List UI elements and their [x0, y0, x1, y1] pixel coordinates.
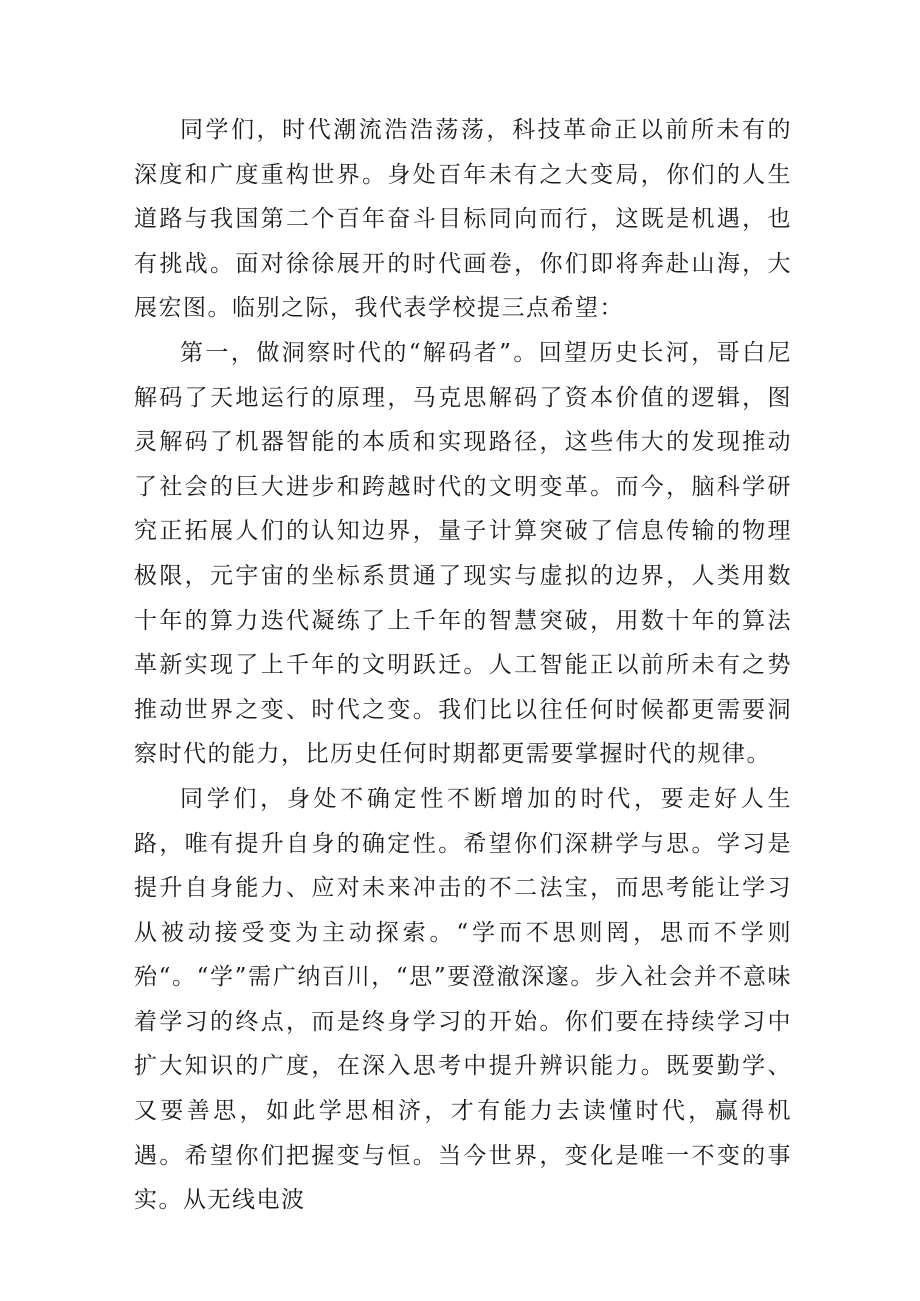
document-page: [134, 108, 792, 1223]
paragraph-decoder: 第一，做洞察时代的“解码者”。回望历史长河，哥白尼解码了天地运行的原理，马克思解码了资本价值的逻辑，图灵解码了机器智能的本质和实现路径，这些伟大的发现推动了社会的巨大进步和跨越时代的文明变革。而今，脑科学研究正拓展人们的认知边界，量子计算突破了信息传输的物理极限，元宇宙的坐标系贯通了现实与虚拟的边界，人类用数十年的算力迭代凝练了上千年的智慧突破，用数十年的算法革新实现了上千年的文明跃迁。人工智能正以前所未有之势推动世界之变、时代之变。我们比以往任何时候都更需要洞察时代的能力，比历史任何时期都更需要掌握时代的规律。: [134, 339, 792, 768]
paragraph-hopes-intro: 同学们，时代潮流浩浩荡荡，科技革命正以前所未有的深度和广度重构世界。身处百年未有之大变局，你们的人生道路与我国第二个百年奋斗目标同向而行，这既是机遇，也有挑战。面对徐徐展开的时代画卷，你们即将奔赴山海，大展宏图。临别之际，我代表学校提三点希望：: [134, 117, 792, 322]
paragraph-learning: 同学们，身处不确定性不断增加的时代，要走好人生路，唯有提升自身的确定性。希望你们深耕学与思。学习是提升自身能力、应对未来冲击的不二法宝，而思考能让学习从被动接受变为主动探索。“学而不思则罔，思而不学则殆“。“学”需广纳百川，“思”要澄澈深邃。步入社会并不意味着学习的终点，而是终身学习的开始。你们要在持续学习中扩大知识的广度，在深入思考中提升辨识能力。既要勤学、又要善思，如此学思相济，才有能力去读懂时代，赢得机遇。希望你们把握变与恒。当今世界，变化是唯一不变的事实。从无线电波: [134, 785, 792, 1214]
